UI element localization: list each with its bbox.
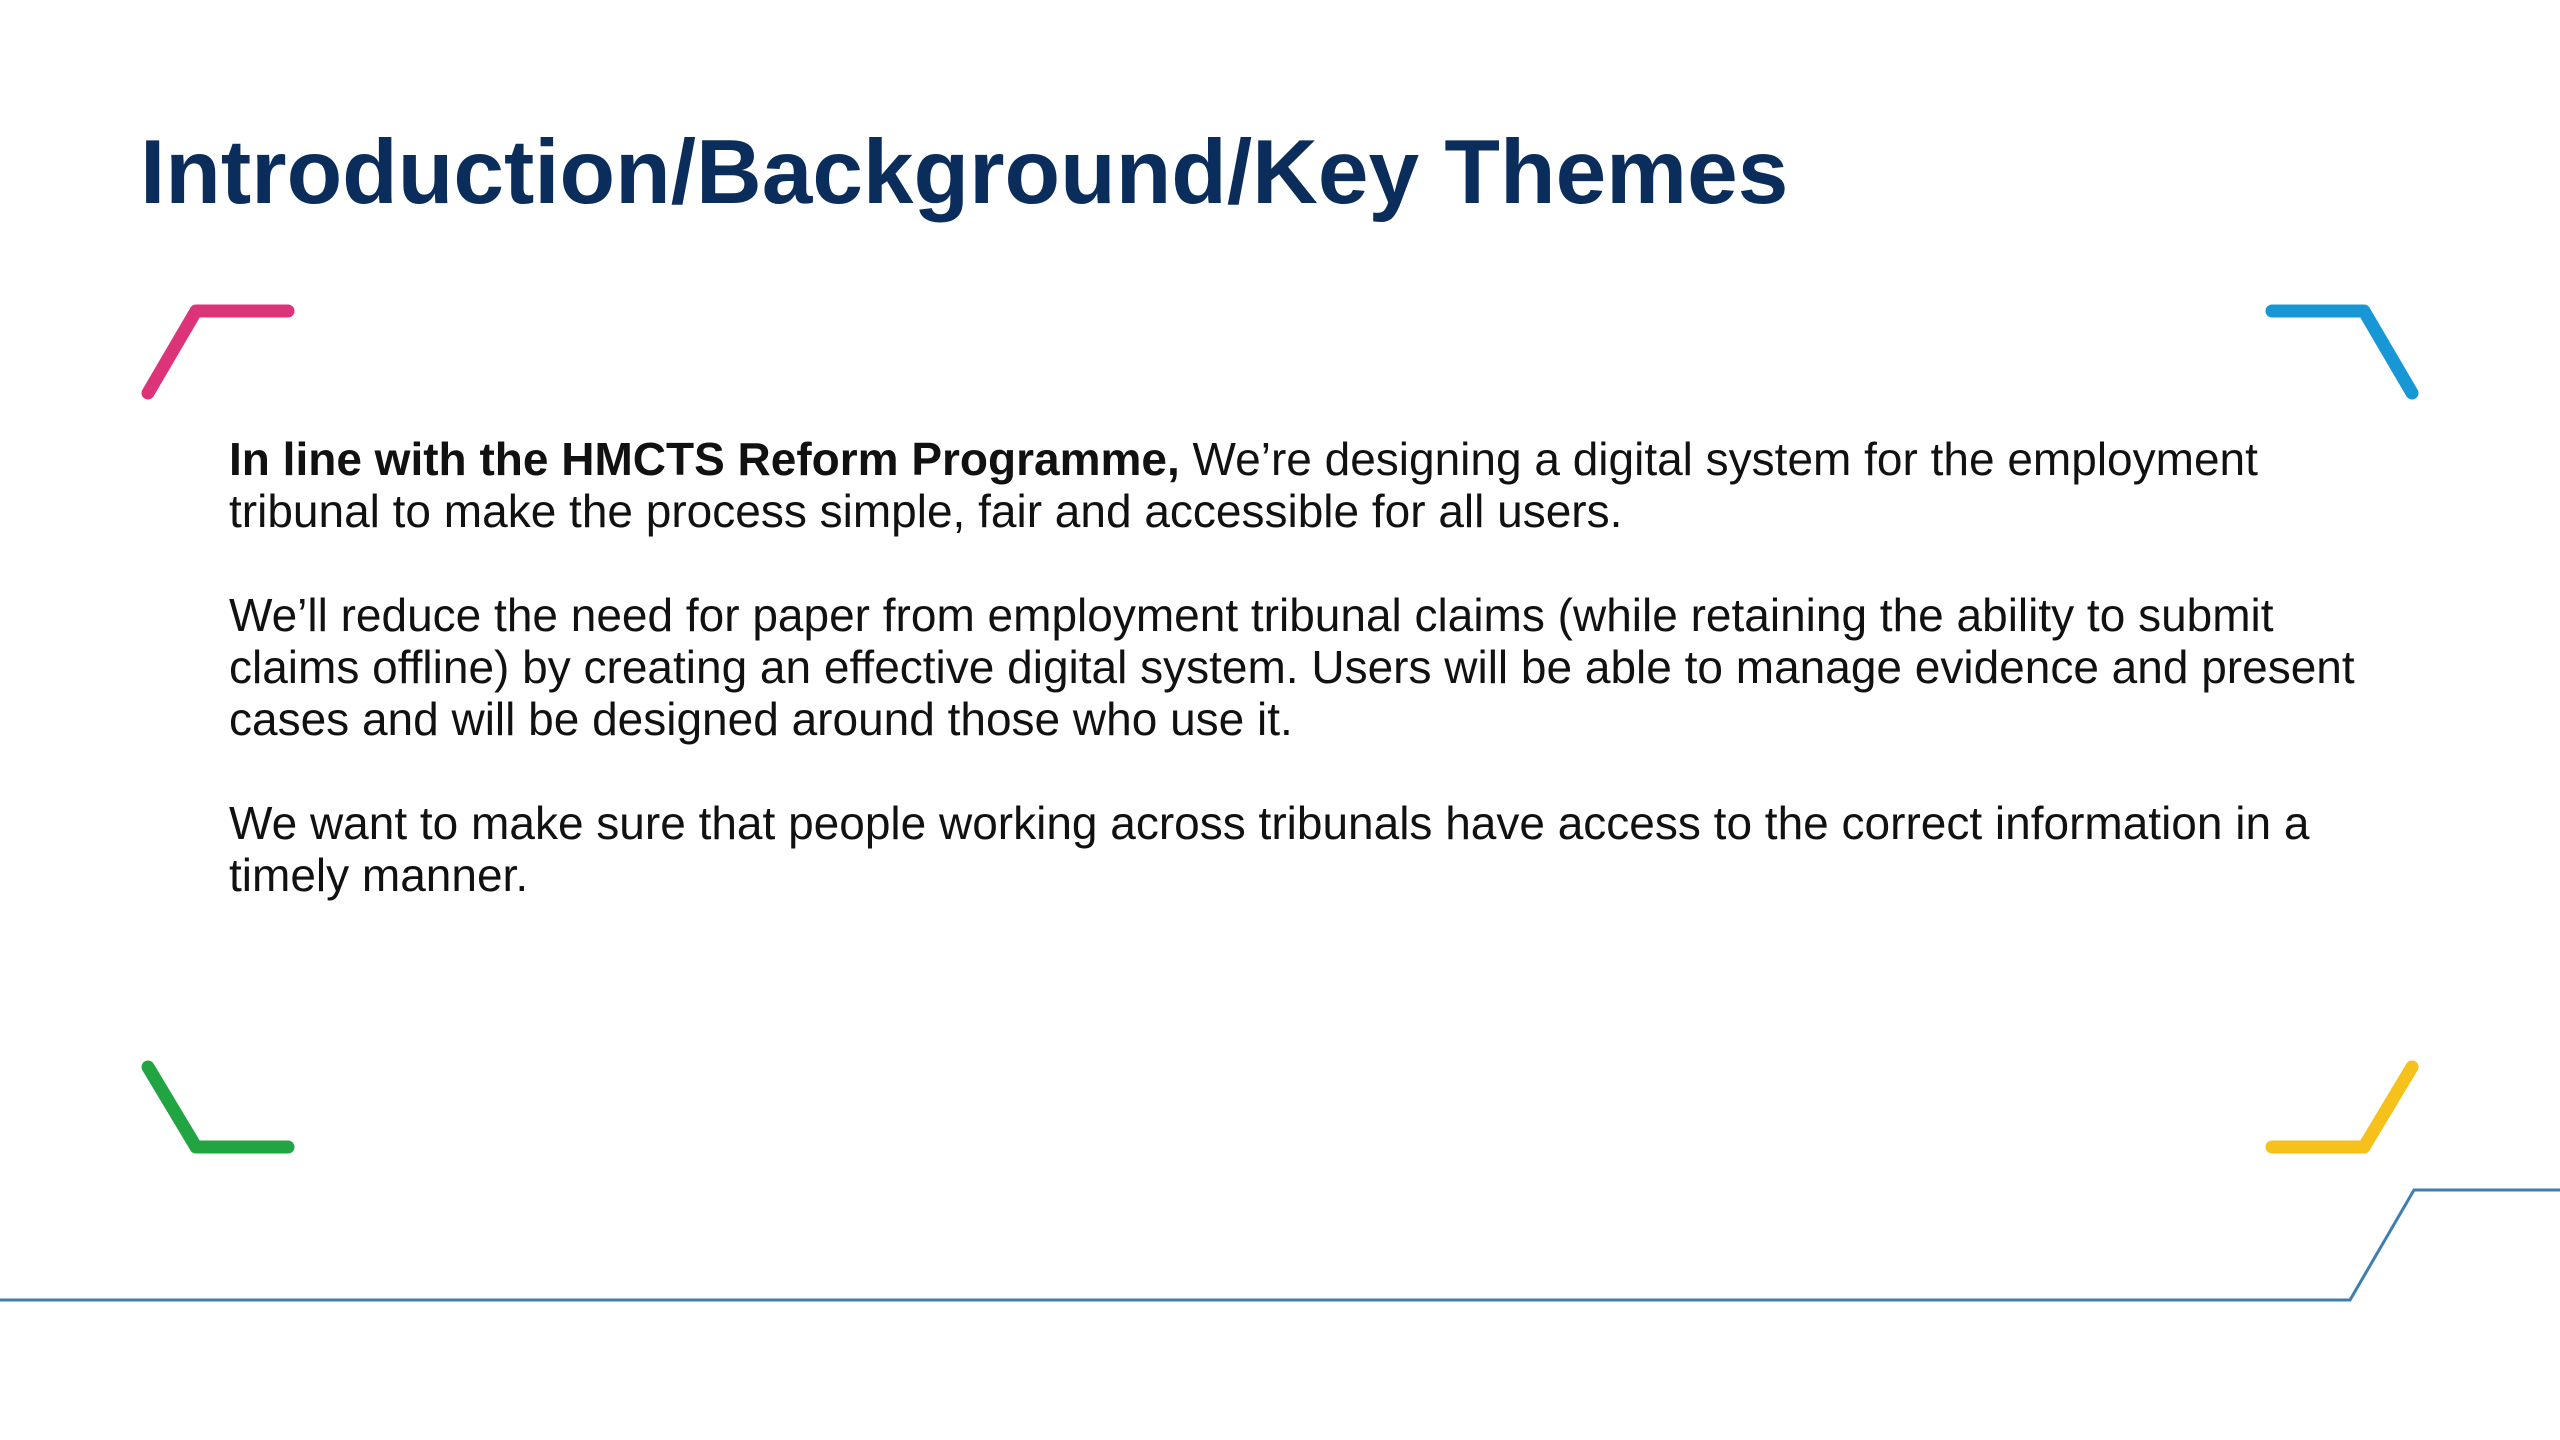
corner-bracket-top-right [2272, 311, 2412, 393]
paragraph-access-information [229, 797, 2399, 901]
paragraph-text: We’ll reduce the need for paper from employment tribunal claims (while retaining the ability to submit claims offline) by creating an effective digital system. Users will be able to manage evidence and present cases and will be designed around those who use it. [229, 589, 2355, 745]
slide-body [229, 433, 2399, 953]
corner-bracket-bottom-left [148, 1067, 288, 1147]
corner-bracket-bottom-right [2272, 1067, 2412, 1147]
paragraph-text: We’re designing a digital system for the employment tribunal to make the process simple, fair and accessible for all users. [229, 433, 2258, 537]
paragraph-reduce-paper [229, 589, 2399, 745]
footer-line [0, 1190, 2560, 1300]
paragraph-text: We want to make sure that people working across tribunals have access to the correct information in a timely manner. [229, 797, 2310, 901]
paragraph-reform-programme [229, 433, 2399, 537]
corner-bracket-top-left [148, 311, 288, 393]
paragraph-lead: In line with the HMCTS Reform Programme, [229, 433, 1180, 485]
slide-title: Introduction/Background/Key Themes [140, 122, 1789, 223]
